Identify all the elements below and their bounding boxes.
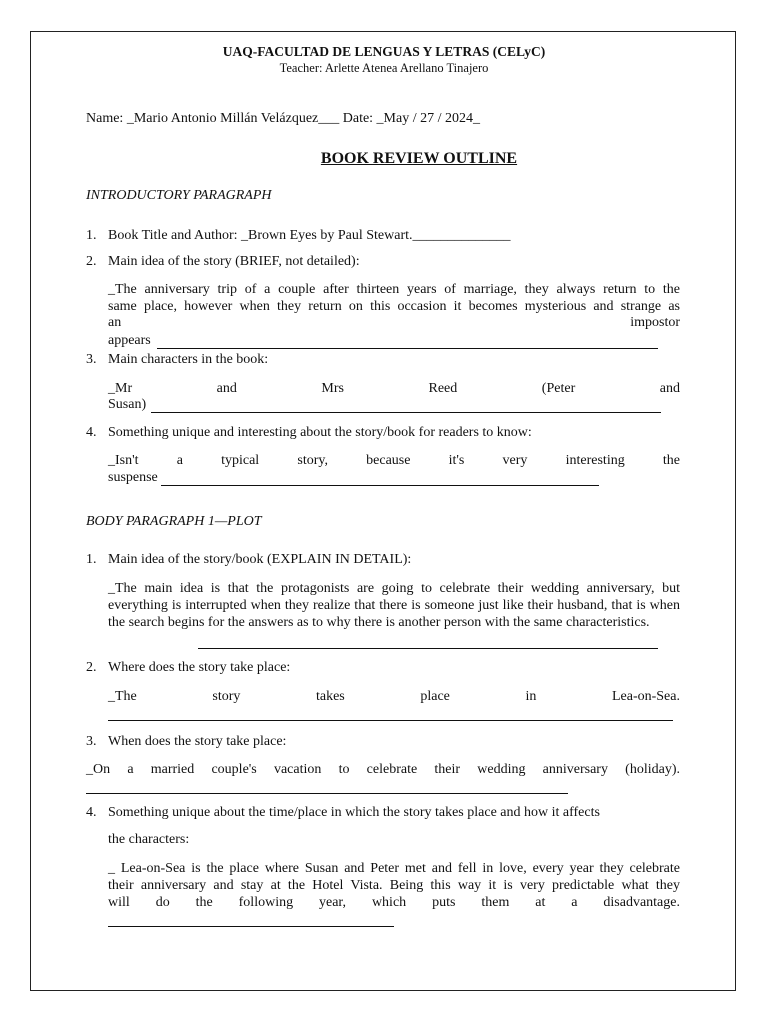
intro-item-4-number: 4. <box>86 425 97 440</box>
body-item-4-answer-line-3: will do the following year, which puts them at a disadvantage. <box>108 895 680 910</box>
body-item-4-answer-line-2: their anniversary and stay at the Hotel Vista. Being this way it is very predictable what they <box>108 878 680 893</box>
body-item-3-number: 3. <box>86 734 97 749</box>
body-item-3-prompt: When does the story take place: <box>108 734 287 749</box>
intro-item-1-number: 1. <box>86 228 97 243</box>
body-item-3-underline <box>86 793 568 794</box>
teacher-line: Teacher: Arlette Atenea Arellano Tinajero <box>279 61 489 75</box>
intro-item-2-number: 2. <box>86 254 97 269</box>
intro-item-3-answer-line-2: Susan) <box>108 397 147 412</box>
body-item-1-answer: _The main idea is that the protagonists are going to celebrate their wedding anniversary, but everything is interrupted when they realize that there is someone just like their husband, that is when the search begins for the answers as to why there is another person with the same characteristics. <box>108 581 680 630</box>
intro-item-2-answer-line-3a: an <box>108 315 122 330</box>
name-date-line: Name: _Mario Antonio Millán Velázquez___ Date: _May / 27 / 2024_ <box>86 111 481 126</box>
body-heading: BODY PARAGRAPH 1—PLOT <box>86 514 262 529</box>
page-title: BOOK REVIEW OUTLINE <box>320 150 518 167</box>
body-item-1-underline <box>198 648 658 649</box>
intro-item-4-prompt: Something unique and interesting about the story/book for readers to know: <box>108 425 532 440</box>
intro-item-2-prompt: Main idea of the story (BRIEF, not detailed): <box>108 254 360 269</box>
intro-item-4-answer-line-1: _Isn't a typical story, because it's very interesting the <box>108 453 680 468</box>
body-item-2-number: 2. <box>86 660 97 675</box>
body-item-1-number: 1. <box>86 552 97 567</box>
intro-item-2-answer-line-2: same place, however when they return on this occasion it becomes mysterious and strange as <box>108 299 680 314</box>
intro-item-2-underline <box>157 348 658 349</box>
body-item-2-prompt: Where does the story take place: <box>108 660 291 675</box>
intro-item-4-underline <box>161 485 599 486</box>
body-item-4-prompt-line-2: the characters: <box>108 832 190 847</box>
body-item-4-answer-line-1: _ Lea-on-Sea is the place where Susan and Peter met and fell in love, every year they celebrate <box>108 861 680 876</box>
intro-item-3-number: 3. <box>86 352 97 367</box>
body-item-4-underline <box>108 926 394 927</box>
intro-item-1-prompt: Book Title and Author: _Brown Eyes by Paul Stewart.______________ <box>108 228 511 243</box>
intro-item-2-answer-line-3b: impostor <box>630 315 680 330</box>
intro-item-2-answer-line-4: appears <box>108 333 151 348</box>
body-item-4-prompt: Something unique about the time/place in which the story takes place and how it affects <box>108 805 600 820</box>
intro-heading: INTRODUCTORY PARAGRAPH <box>86 188 272 203</box>
institution-header: UAQ-FACULTAD DE LENGUAS Y LETRAS (CELyC) <box>222 44 546 59</box>
intro-item-3-prompt: Main characters in the book: <box>108 352 269 367</box>
intro-item-3-underline <box>151 412 661 413</box>
body-item-4-number: 4. <box>86 805 97 820</box>
body-item-3-answer: _On a married couple's vacation to celebrate their wedding anniversary (holiday). <box>86 762 680 777</box>
body-item-1-prompt: Main idea of the story/book (EXPLAIN IN DETAIL): <box>108 552 412 567</box>
body-item-2-underline <box>108 720 673 721</box>
intro-item-3-answer-line-1: _Mr and Mrs Reed (Peter and <box>108 381 680 396</box>
intro-item-2-answer-line-1: _The anniversary trip of a couple after thirteen years of marriage, they always return to the <box>108 282 680 297</box>
body-item-2-answer: _The story takes place in Lea-on-Sea. <box>108 689 680 704</box>
intro-item-4-answer-line-2: suspense <box>108 470 158 485</box>
